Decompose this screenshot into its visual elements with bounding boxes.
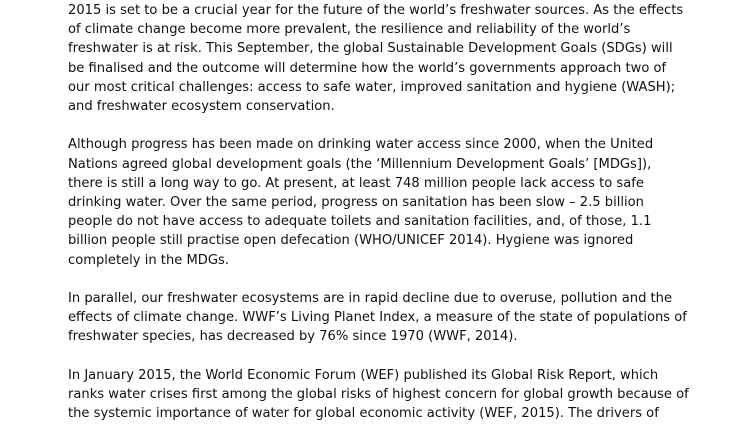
text-line: our most critical challenges: access to safe water, improved sanitation and hygiene (WASH); — [68, 79, 676, 95]
paragraph-ecosystems — [68, 289, 688, 347]
text-line: there is still a long way to go. At present, at least 748 million people lack access to safe — [68, 175, 644, 191]
text-line: 2015 is set to be a crucial year for the future of the world’s freshwater sources. As the effects — [68, 3, 684, 18]
text-line: billion people still practise open defecation (WHO/UNICEF 2014). Hygiene was ignored — [68, 233, 634, 249]
text-line: and freshwater ecosystem conservation. — [68, 99, 335, 115]
paragraph-wef — [68, 366, 688, 424]
text-line: people do not have access to adequate toilets and sanitation facilities, and, of those, 1.1 — [68, 214, 652, 230]
text-line: be finalised and the outcome will determine how the world’s governments approach two of — [68, 60, 667, 76]
text-line: ranks water crises first among the global risks of highest concern for global growth because of — [68, 387, 689, 403]
paragraph-progress — [68, 135, 688, 269]
text-line: Nations agreed global development goals (the ‘Millennium Development Goals’ [MDGs]), — [68, 156, 652, 172]
text-line: Although progress has been made on drinking water access since 2000, when the United — [68, 137, 654, 153]
text-line: the systemic importance of water for global economic activity (WEF, 2015). The drivers of — [68, 406, 659, 422]
paragraph-intro — [68, 1, 688, 116]
text-line: drinking water. Over the same period, progress on sanitation has been slow – 2.5 billion — [68, 195, 644, 211]
text-line: completely in the MDGs. — [68, 252, 229, 268]
text-line: In parallel, our freshwater ecosystems are in rapid decline due to overuse, pollution and the — [68, 291, 673, 307]
document-body — [68, 1, 688, 443]
text-line: In January 2015, the World Economic Forum (WEF) published its Global Risk Report, which — [68, 367, 659, 383]
text-line: effects of climate change. WWF’s Living Planet Index, a measure of the state of populations of — [68, 310, 687, 326]
text-line: freshwater is at risk. This September, the global Sustainable Development Goals (SDGs) will — [68, 41, 673, 57]
text-line: of climate change become more prevalent, the resilience and reliability of the world’s — [68, 22, 631, 38]
text-line: freshwater species, has decreased by 76% since 1970 (WWF, 2014). — [68, 329, 518, 345]
